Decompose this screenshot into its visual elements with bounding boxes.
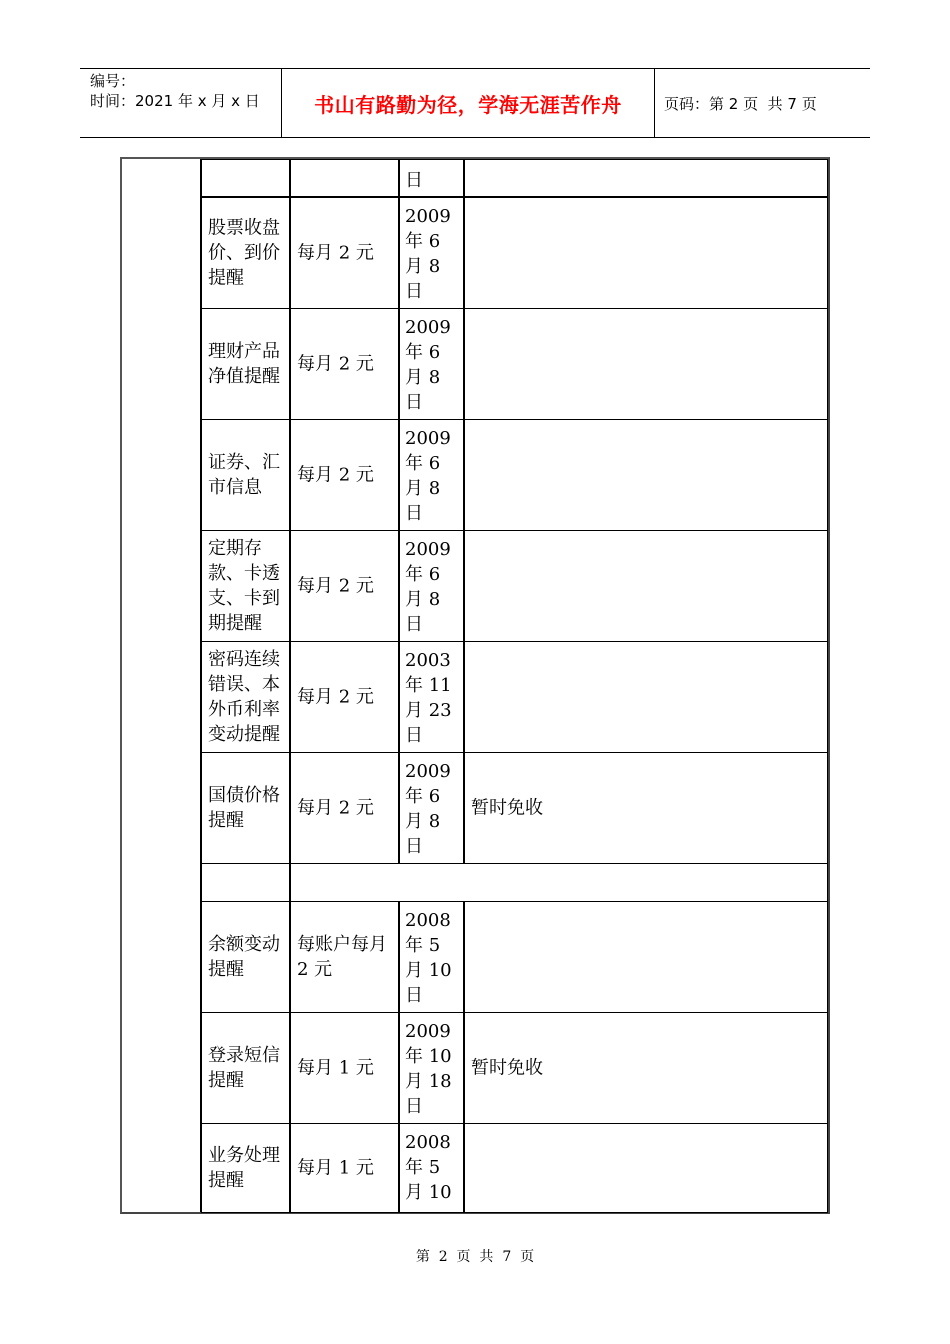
date-line: 日	[405, 985, 423, 1006]
item-name-cell	[201, 419, 290, 531]
fee-text: 每月 2 元	[297, 575, 374, 597]
date-text	[405, 537, 461, 637]
item-name-cell	[201, 641, 290, 753]
item-name-cell	[201, 308, 290, 420]
item-name-cell	[201, 530, 290, 642]
fee-text: 每月 2 元	[297, 686, 374, 708]
fee-cell	[290, 530, 399, 642]
date-cell	[399, 530, 464, 642]
date-line: 年 6	[405, 786, 441, 807]
note-cell	[464, 752, 828, 864]
item-name-cell	[201, 901, 290, 1013]
page-footer	[0, 1246, 950, 1266]
item-name-cell	[201, 752, 290, 864]
date-line: 年 6	[405, 453, 441, 474]
date-line: 日	[405, 725, 423, 746]
header-divider	[654, 69, 655, 137]
date-line: 2008	[405, 1132, 451, 1153]
document-time-label: 时间：2021 年 x 月 x 日	[90, 92, 260, 110]
fee-table	[120, 157, 830, 1214]
date-line: 月 8	[405, 256, 441, 277]
item-name: 股票收盘价、到价提醒	[208, 217, 280, 289]
date-line: 2009	[405, 1021, 451, 1042]
fee-text: 每月 2 元	[297, 242, 374, 264]
item-name-cell	[201, 1123, 290, 1213]
table-cell	[201, 159, 290, 197]
date-text	[405, 648, 461, 748]
page-header	[80, 68, 870, 138]
date-text	[405, 204, 461, 304]
date-line: 年 6	[405, 342, 441, 363]
fee-text: 每月 2 元	[297, 353, 374, 375]
date-line: 年 11	[405, 675, 452, 696]
date-line: 月 8	[405, 589, 441, 610]
date-line: 2009	[405, 428, 451, 449]
date-line: 2009	[405, 761, 451, 782]
date-cell	[399, 308, 464, 420]
document-number-label: 编号：	[90, 72, 136, 90]
item-name-cell	[201, 1012, 290, 1124]
fee-cell	[290, 901, 399, 1013]
date-line: 年 6	[405, 564, 441, 585]
date-text	[405, 315, 461, 415]
date-line: 日	[405, 836, 423, 857]
fee-cell	[290, 308, 399, 420]
table-cell	[290, 159, 399, 197]
header-page-number: 页码：第 2 页 共 7 页	[664, 94, 817, 113]
date-text	[405, 908, 461, 1008]
item-name: 证券、汇市信息	[208, 452, 280, 498]
date-cell	[399, 1123, 464, 1213]
date-line: 2009	[405, 317, 451, 338]
fee-text: 每账户每月 2 元	[297, 934, 387, 980]
date-line: 2009	[405, 539, 451, 560]
date-line: 日	[405, 503, 423, 524]
note-cell	[464, 159, 828, 197]
header-motto: 书山有路勤为径，学海无涯苦作舟	[314, 92, 622, 117]
date-line: 年 5	[405, 935, 441, 956]
date-cell	[399, 1012, 464, 1124]
fee-cell	[290, 419, 399, 531]
fee-text: 每月 1 元	[297, 1057, 374, 1079]
note-cell	[464, 197, 828, 309]
fee-text: 每月 1 元	[297, 1157, 374, 1179]
item-name: 理财产品净值提醒	[208, 341, 280, 387]
date-text	[405, 1019, 461, 1119]
note-cell	[464, 530, 828, 642]
item-name: 业务处理提醒	[208, 1145, 280, 1191]
item-name: 余额变动提醒	[208, 934, 280, 980]
item-name: 国债价格提醒	[208, 785, 280, 831]
date-line: 年 10	[405, 1046, 452, 1067]
date-line: 2003	[405, 650, 451, 671]
date-cell	[399, 752, 464, 864]
date-line: 月 10	[405, 960, 452, 981]
date-line: 月 8	[405, 811, 441, 832]
date-line: 月 23	[405, 700, 452, 721]
note-cell	[464, 641, 828, 753]
date-line: 日	[405, 1096, 423, 1117]
fee-cell	[290, 1123, 399, 1213]
date-text	[405, 426, 461, 526]
date-line: 年 5	[405, 1157, 441, 1178]
blank-cell	[290, 863, 828, 902]
fee-text: 每月 2 元	[297, 464, 374, 486]
blank-cell	[201, 863, 290, 902]
fee-cell	[290, 641, 399, 753]
note-cell	[464, 419, 828, 531]
date-text	[405, 759, 461, 859]
footer-page-number: 第 2 页 共 7 页	[415, 1249, 535, 1265]
item-name: 登录短信提醒	[208, 1045, 280, 1091]
date-cell	[399, 641, 464, 753]
date-line: 月 8	[405, 367, 441, 388]
note-cell	[464, 901, 828, 1013]
header-meta	[90, 71, 260, 111]
note-cell	[464, 1012, 828, 1124]
item-name: 定期存款、卡透支、卡到期提醒	[208, 538, 280, 634]
item-name: 密码连续错误、本外币利率变动提醒	[208, 649, 280, 745]
fee-cell	[290, 1012, 399, 1124]
date-line: 月 8	[405, 478, 441, 499]
note-text: 暂时免收	[471, 797, 543, 819]
date-text	[405, 1130, 461, 1205]
date-cell	[399, 901, 464, 1013]
date-cell	[399, 419, 464, 531]
date-line: 2009	[405, 206, 451, 227]
category-column	[122, 159, 201, 1212]
date-cell	[399, 197, 464, 309]
date-cell	[399, 159, 464, 197]
fee-cell	[290, 752, 399, 864]
note-cell	[464, 308, 828, 420]
fee-cell	[290, 197, 399, 309]
date-line: 月 18	[405, 1071, 452, 1092]
date-line: 月 10	[405, 1182, 452, 1203]
fee-text: 每月 2 元	[297, 797, 374, 819]
note-text: 暂时免收	[471, 1057, 543, 1079]
note-cell	[464, 1123, 828, 1213]
date-line: 日	[405, 614, 423, 635]
date-line: 日	[405, 392, 423, 413]
date-text: 日	[405, 170, 423, 191]
date-line: 日	[405, 281, 423, 302]
date-line: 年 6	[405, 231, 441, 252]
date-line: 2008	[405, 910, 451, 931]
item-name-cell	[201, 197, 290, 309]
